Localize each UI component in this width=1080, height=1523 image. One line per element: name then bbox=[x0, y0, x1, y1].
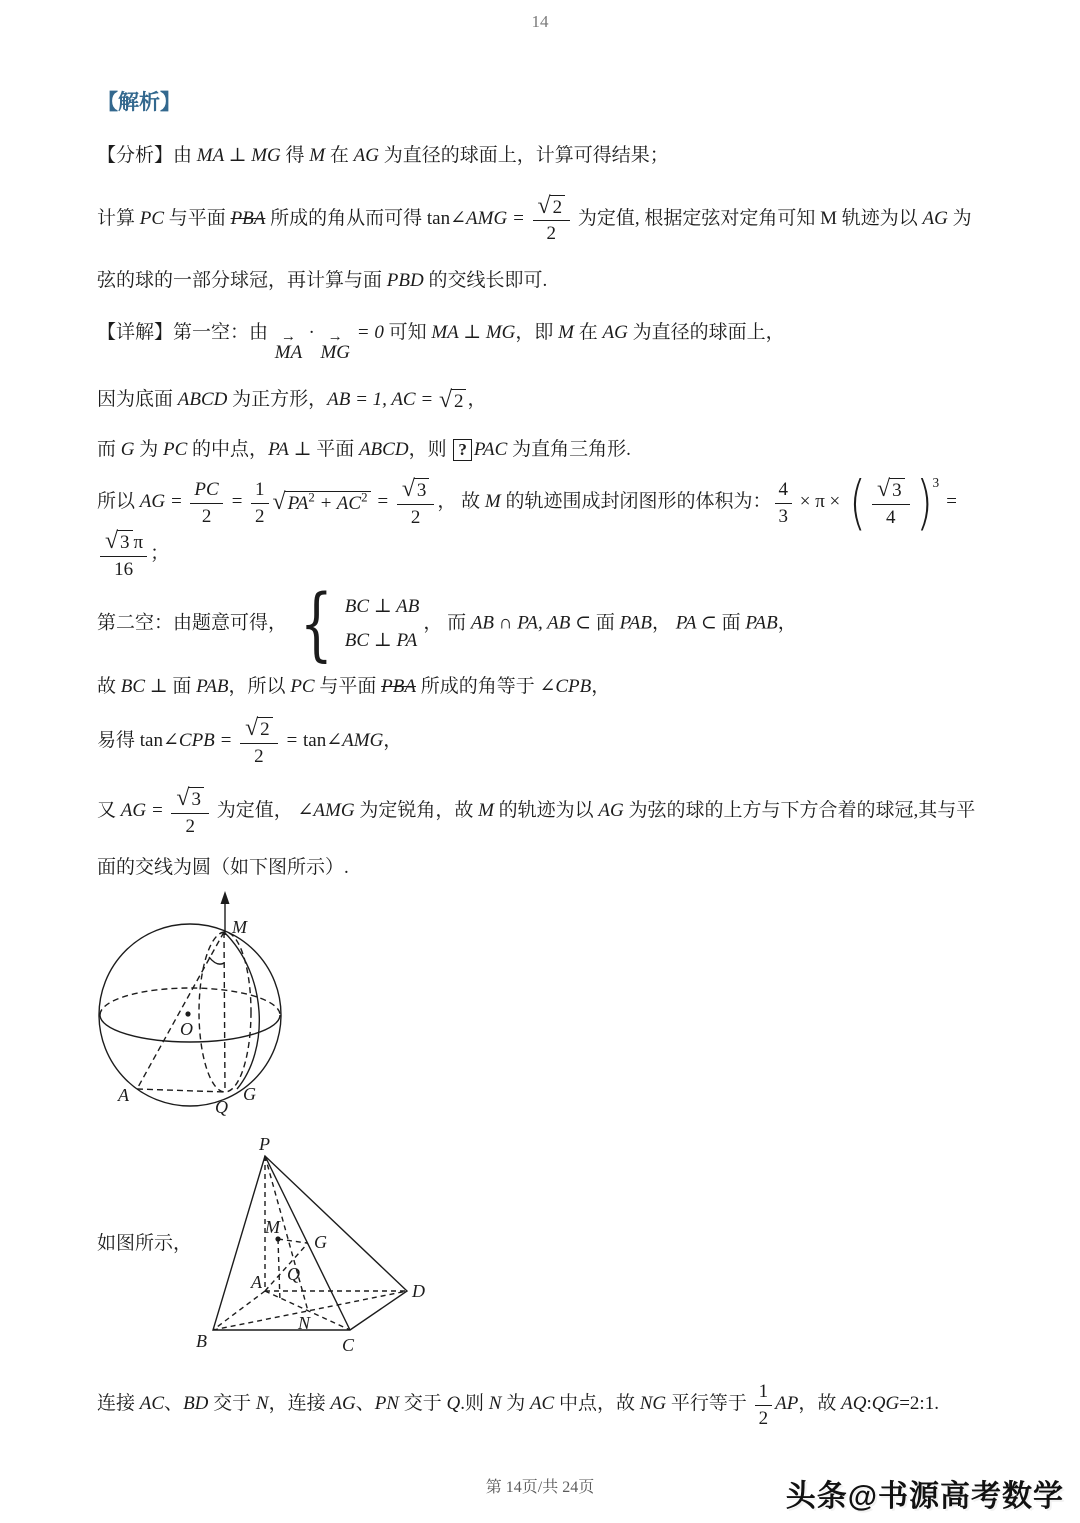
sphere-diagram bbox=[85, 889, 340, 1129]
axis-arrowhead bbox=[221, 891, 230, 904]
label-A: A bbox=[118, 1085, 129, 1106]
section-heading-jiexi: 【解析】 bbox=[97, 90, 181, 114]
pyramid-solid-edges bbox=[213, 1156, 407, 1330]
square-base-line: 因为底面 ABCD 为正方形，AB = 1, AC = √ 2 ， bbox=[97, 386, 487, 413]
fixed-value-line: 又 AG = √ 3 2 为定值， ∠AMG 为定锐角，故 M 的轨迹为以 AG 为弦的球的上方与下方合着的球冠,其与平 bbox=[97, 784, 976, 837]
center-dot-O bbox=[185, 1012, 190, 1017]
sphere-figure bbox=[85, 889, 988, 1134]
label-N: N bbox=[298, 1313, 311, 1334]
perpendicular-plane-line: 故 BC ⊥ 面 PAB，所以 PC 与平面 PBA 所成的角等于 ∠CPB， bbox=[97, 675, 611, 697]
chord-MQ bbox=[224, 932, 225, 1092]
tan-equal-line: 易得 tan∠CPB = √ 2 2 = tan∠AMG， bbox=[97, 715, 403, 768]
footer-page-number: 第 14页/共 24页 bbox=[485, 1479, 595, 1496]
volume-line: 所以 AG = $\frac{PC}{2}$ = $\frac{1}{2}$ √ $PA^2 + AC^2$ = √ 3 2 ， 故 M 的轨迹围成封闭图形的体积为： $\frac{4}{3}$ × π × ( √ 3 4 ) 3 = √ 3 π 16 ； bbox=[97, 468, 958, 580]
point-dot-M bbox=[275, 1237, 280, 1242]
angle-arc-at-M bbox=[209, 957, 224, 964]
equator-back-arc bbox=[100, 988, 280, 1015]
label-D: D bbox=[412, 1281, 425, 1302]
pyramid-caption: 如图所示， bbox=[97, 1233, 193, 1255]
label-G: G bbox=[243, 1084, 256, 1105]
detail-first-blank-line: 【详解】第一空：由 → MA · → MG = 0 可知 MA ⊥ MG，即 M 在 AG 为直径的球面上， bbox=[97, 321, 785, 364]
label-A: A bbox=[251, 1272, 262, 1293]
midpoint-line: 而 G 为 PC 的中点，PA ⊥ 平面 ABCD，则 ? PAC 为直角三角形. bbox=[97, 438, 631, 460]
circle-intersection-line: 面的交线为圆（如下图所示）. bbox=[97, 856, 349, 878]
pyramid-diagram bbox=[180, 1136, 445, 1358]
segment-MG-dashed bbox=[278, 1239, 307, 1243]
edge-AB-dashed bbox=[213, 1291, 265, 1330]
label-C: C bbox=[342, 1335, 355, 1356]
conclusion-line: 连接 AC、BD 交于 N，连接 AG、PN 交于 Q.则 N 为 AC 中点，故 NG 平行等于 $\frac{1}{2}$ AP，故 AQ:QG=2:1. bbox=[97, 1381, 939, 1430]
watermark-text: 头条@书源高考数学 bbox=[785, 1480, 1064, 1513]
analysis-line: 【分析】由 MA ⊥ MG 得 M 在 AG 为直径的球面上，计算可得结果； bbox=[97, 145, 669, 166]
label-Q: Q bbox=[215, 1097, 228, 1118]
label-O: O bbox=[180, 1019, 193, 1040]
segment-AQ bbox=[137, 1089, 225, 1092]
label-B: B bbox=[196, 1331, 207, 1352]
pyramid-figure bbox=[97, 1136, 988, 1360]
label-Q: Q bbox=[287, 1264, 300, 1285]
great-circle-right-arc bbox=[224, 932, 259, 1089]
analysis-end-line: 弦的球的一部分球冠，再计算与面 PBD 的交线长即可. bbox=[97, 270, 548, 292]
label-M: M bbox=[265, 1217, 280, 1238]
analysis-formula-line: 计算 PC 与平面 PBA 所成的角从而可得 tan∠AMG = √ 2 2 为定值, 根据定弦对定角可知 M 轨迹为以 AG 为 bbox=[97, 192, 972, 245]
segment-M-foot-dashed bbox=[278, 1239, 280, 1302]
label-M: M bbox=[232, 917, 247, 938]
label-P: P bbox=[259, 1136, 270, 1155]
label-G: G bbox=[314, 1232, 327, 1253]
page-number-top: 14 bbox=[531, 12, 549, 31]
second-blank-line: 第二空：由题意可得， { BC ⊥ AB BC ⊥ PA ， 而 AB ∩ PA, AB ⊂ 面 PAB， PA ⊂ 面 PAB， bbox=[97, 576, 797, 670]
chord-MA bbox=[137, 932, 224, 1089]
